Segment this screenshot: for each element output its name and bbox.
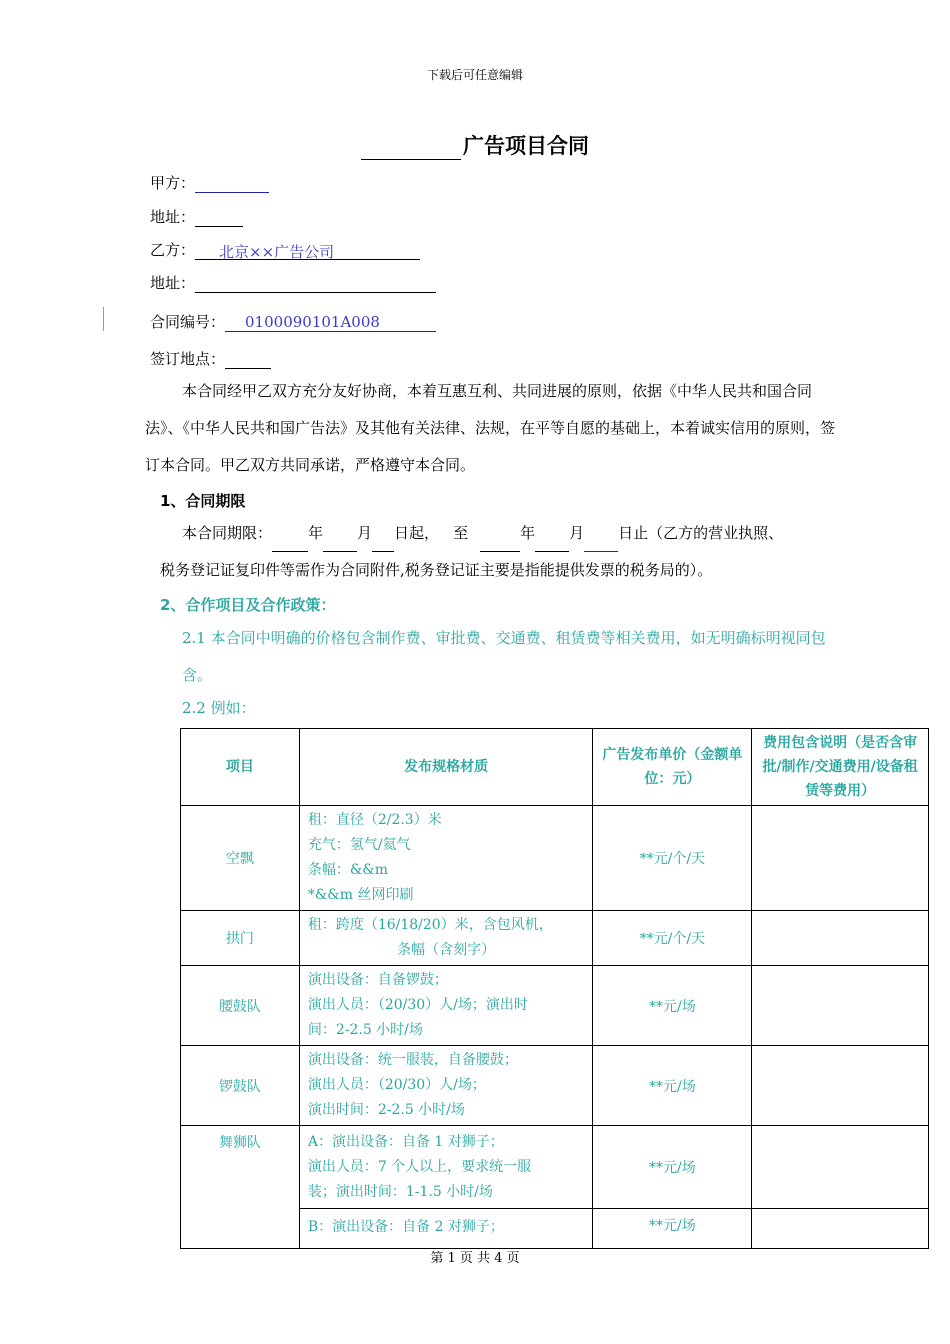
cell-spec: [299, 1209, 593, 1249]
contract-no-value: 0100090101A008: [245, 313, 380, 331]
cell-price: **元/场: [593, 1209, 752, 1249]
contract-no-field: [150, 311, 436, 332]
term-label: 本合同期限：: [182, 524, 273, 542]
price-table: [180, 728, 929, 1249]
cell-spec: [299, 966, 593, 1046]
table-row: [181, 966, 929, 1046]
title-blank: [361, 137, 461, 160]
address-b-blank: [195, 274, 436, 293]
cell-price: **元/个/天: [593, 911, 752, 966]
header-price: 广告发布单价（金额单位：元）: [593, 729, 752, 806]
cell-note: [752, 1126, 929, 1209]
spec-line: 演出设备：统一服装，自备腰鼓；: [307, 1052, 518, 1068]
spec-line: 租：直径（2/2.3）米: [307, 812, 442, 828]
party-b-field: [150, 239, 420, 260]
cell-item: 腰鼓队: [181, 966, 300, 1046]
term-month2-label: 月: [569, 524, 585, 542]
title-text: 广告项目合同: [463, 134, 589, 158]
cell-spec: [299, 1126, 593, 1209]
cell-spec: [299, 806, 593, 911]
address-b-label: 地址：: [150, 274, 196, 292]
term-to-label: 至: [453, 524, 469, 542]
cell-note: [752, 911, 929, 966]
contract-no-blank: [225, 313, 436, 332]
header-note: 下载后可任意编辑: [426, 68, 523, 82]
party-a-label: 甲方：: [150, 174, 196, 192]
document-title: [0, 130, 950, 160]
table-row: [181, 806, 929, 911]
term-year1-label: 年: [308, 524, 324, 542]
section2-heading: 2、合作项目及合作政策：: [160, 596, 336, 614]
cell-price: **元/场: [593, 1046, 752, 1126]
cell-note: [752, 806, 929, 911]
cell-price: **元/个/天: [593, 806, 752, 911]
cell-note: [752, 966, 929, 1046]
spec-line: 租：跨度（16/18/20）米，含包风机，: [307, 917, 553, 933]
intro-text: 本合同经甲乙双方充分友好协商，本着互惠互利、共同进展的原则，依据《中华人民共和国合同法》、《中华人民共和国广告法》及其他有关法律、法规，在平等自愿的基础上，本着诚实信用的原则，签订本合同。甲乙双方共同承诺，严格遵守本合同。: [145, 382, 836, 474]
term-line: [182, 515, 862, 552]
spec-line: 间：2-2.5 小时/场: [307, 1022, 423, 1038]
cell-note: [752, 1209, 929, 1249]
spec-line: 装；演出时间：1-1.5 小时/场: [307, 1183, 493, 1200]
address-a-field: [150, 206, 243, 227]
cell-item: 空飘: [181, 806, 300, 911]
term-day1-blank: [372, 533, 394, 552]
contract-no-label: 合同编号：: [150, 313, 226, 331]
cell-spec: [299, 911, 593, 966]
address-b-field: [150, 272, 436, 293]
header-spec: 发布规格材质: [299, 729, 593, 806]
party-b-value: 北京××广告公司: [219, 243, 335, 261]
term-day2-label: 日止（乙方的营业执照、: [618, 524, 784, 542]
clause-2-2: 2.2 例如：: [182, 699, 256, 717]
section1-heading: 1、合同期限: [160, 492, 246, 510]
address-a-blank: [195, 208, 243, 227]
intro-paragraph: [145, 373, 845, 484]
spec-line: A：演出设备：自备 1 对狮子；: [307, 1133, 504, 1150]
cell-price: **元/场: [593, 966, 752, 1046]
spec-line: 条幅（含刻字）: [397, 942, 496, 958]
cell-price: **元/场: [593, 1126, 752, 1209]
spec-line: 演出人员：（20/30）人/场；演出时: [307, 997, 528, 1013]
clause-2-1: 2.1 本合同中明确的价格包含制作费、审批费、交通费、租赁费等相关费用，如无明确标明视同包含。: [182, 629, 826, 684]
term-day2-blank: [584, 533, 618, 552]
sign-place-label: 签订地点：: [150, 350, 226, 368]
table-row: [181, 1046, 929, 1126]
party-a-blank: [195, 174, 269, 193]
term-year1-blank: [272, 533, 308, 552]
cell-item: 舞狮队: [181, 1126, 300, 1249]
spec-line: 条幅：&&m: [307, 862, 389, 878]
header-note: 费用包含说明（是否含审批/制作/交通费用/设备租赁等费用）: [752, 729, 929, 806]
spec-line: 演出人员：（20/30）人/场；: [307, 1077, 486, 1093]
term-line-2: 税务登记证复印件等需作为合同附件,税务登记证主要是指能提供发票的税务局的）。: [160, 561, 713, 579]
term-year2-label: 年: [520, 524, 536, 542]
spec-line: B：演出设备：自备 2 对狮子；: [307, 1219, 504, 1235]
cell-spec: [299, 1046, 593, 1126]
spec-line: 演出设备：自备锣鼓；: [307, 972, 448, 988]
term-month1-blank: [323, 533, 357, 552]
cell-note: [752, 1046, 929, 1126]
term-year2-blank: [480, 533, 520, 552]
party-b-label: 乙方：: [150, 241, 196, 259]
spec-line: 演出人员：7 个人以上，要求统一服: [307, 1158, 532, 1175]
spec-line: 充气：氢气/氦气: [307, 837, 411, 853]
table-row: [181, 911, 929, 966]
margin-marker: [103, 307, 104, 331]
spec-line: *&&m 丝网印刷: [307, 887, 414, 903]
cell-item: 锣鼓队: [181, 1046, 300, 1126]
table-row: [181, 1126, 929, 1209]
party-a-field: [150, 172, 269, 193]
term-month2-blank: [535, 533, 569, 552]
address-a-label: 地址：: [150, 208, 196, 226]
spec-line: 演出时间：2-2.5 小时/场: [307, 1102, 465, 1118]
term-month1-label: 月: [357, 524, 373, 542]
sign-place-field: [150, 348, 271, 369]
cell-item: 拱门: [181, 911, 300, 966]
table-header-row: [181, 729, 929, 806]
header-item: 项目: [181, 729, 300, 806]
page-footer: 第 1 页 共 4 页: [430, 1251, 520, 1266]
party-b-blank: [195, 241, 420, 260]
sign-place-blank: [225, 350, 271, 369]
term-day1-label: 日起，: [394, 524, 440, 542]
